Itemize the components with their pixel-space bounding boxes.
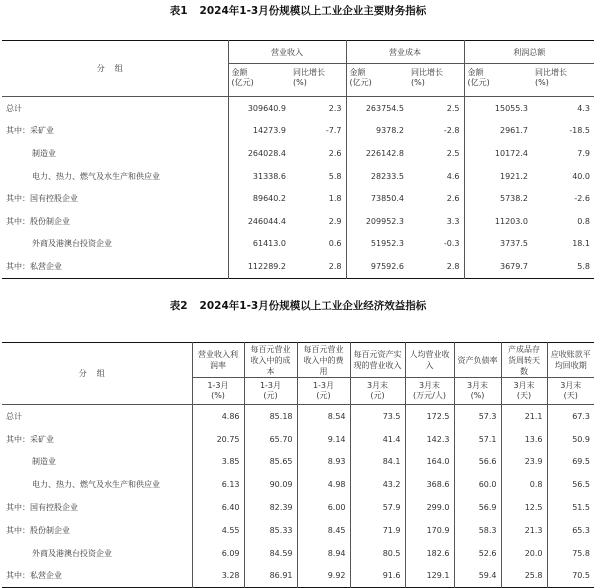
table-row xyxy=(2,565,594,588)
table1-group-header: 利润总额 xyxy=(464,41,594,64)
column-header: 营业收入利润率 xyxy=(192,343,244,378)
row-label-cell xyxy=(2,120,228,143)
unit-header: 1-3月 (元) xyxy=(244,378,297,405)
table-row xyxy=(2,255,594,278)
row-prefix: 其中： xyxy=(6,194,30,204)
row-label: 采矿业 xyxy=(30,126,54,136)
value-cell: 21.1 xyxy=(501,405,547,428)
row-label-cell xyxy=(2,210,228,233)
value-cell: 209952.3 xyxy=(346,210,408,233)
value-cell: -2.6 xyxy=(574,194,590,204)
value-cell: -2.8 xyxy=(443,126,460,136)
value-cell: 2961.7 xyxy=(464,120,532,143)
table1 xyxy=(2,40,594,279)
row-label: 股份制企业 xyxy=(30,216,70,226)
row-label-cell xyxy=(2,233,228,256)
row-prefix: 其中： xyxy=(6,126,30,136)
value-cell: 246044.4 xyxy=(228,210,290,233)
value-cell: 368.6 xyxy=(405,473,454,496)
row-label-cell xyxy=(2,187,228,210)
value-cell: 84.59 xyxy=(244,542,297,565)
value-cell: 170.9 xyxy=(405,519,454,542)
value-cell: 8.45 xyxy=(297,519,350,542)
value-cell: 6.00 xyxy=(297,496,350,519)
value-cell: 11203.0 xyxy=(464,210,532,233)
table2-title-text: 2024年1-3月份规模以上工业企业经济效益指标 xyxy=(199,300,427,312)
row-label-cell xyxy=(2,496,192,519)
value-cell: -0.3 xyxy=(443,239,460,249)
value-cell: 51.5 xyxy=(547,496,594,519)
value-cell: 71.9 xyxy=(350,519,405,542)
value-cell: 3.3 xyxy=(446,216,460,226)
value-cell: 8.54 xyxy=(297,405,350,428)
table2-title xyxy=(0,298,596,313)
value-cell: 20.75 xyxy=(192,428,244,451)
value-cell: 25.8 xyxy=(501,565,547,588)
table1-group-header: 营业成本 xyxy=(346,41,464,64)
value-cell: 309640.9 xyxy=(228,97,290,120)
value-cell: 4.86 xyxy=(192,405,244,428)
value-cell: 43.2 xyxy=(350,473,405,496)
value-cell: 1921.2 xyxy=(464,165,532,188)
table2-stub-header: 分组 xyxy=(2,343,192,405)
value-cell: 65.3 xyxy=(547,519,594,542)
row-label: 制造业 xyxy=(32,457,56,467)
row-label: 股份制企业 xyxy=(30,525,70,535)
value-cell: 65.70 xyxy=(244,428,297,451)
value-cell: 90.09 xyxy=(244,473,297,496)
value-cell: 5.8 xyxy=(328,171,342,181)
row-label: 总计 xyxy=(6,411,22,421)
value-cell: 2.8 xyxy=(328,261,342,271)
table1-title-prefix: 表1 xyxy=(169,5,188,17)
value-cell: 67.3 xyxy=(547,405,594,428)
value-cell: 3737.5 xyxy=(464,233,532,256)
amount-subheader: 金额 (亿元) xyxy=(346,64,408,97)
value-cell: 85.65 xyxy=(244,451,297,474)
table1-title xyxy=(0,3,596,18)
value-cell: 85.33 xyxy=(244,519,297,542)
unit-header: 3月末 (天) xyxy=(501,378,547,405)
row-label-cell xyxy=(2,473,192,496)
row-label-cell xyxy=(2,142,228,165)
table-row xyxy=(2,97,594,120)
value-cell: 51952.3 xyxy=(346,233,408,256)
value-cell: 8.93 xyxy=(297,451,350,474)
unit-header: 3月末 (元) xyxy=(350,378,405,405)
value-cell: 164.0 xyxy=(405,451,454,474)
value-cell: 129.1 xyxy=(405,565,454,588)
growth-subheader: 同比增长 (%) xyxy=(290,64,346,97)
value-cell: 9378.2 xyxy=(346,120,408,143)
value-cell: 57.1 xyxy=(454,428,501,451)
table-row xyxy=(2,165,594,188)
value-cell: 82.39 xyxy=(244,496,297,519)
row-label: 私营企业 xyxy=(30,571,62,581)
value-cell: 226142.8 xyxy=(346,142,408,165)
amount-subheader: 金额 (亿元) xyxy=(228,64,290,97)
table-row xyxy=(2,187,594,210)
value-cell: 299.0 xyxy=(405,496,454,519)
table-row xyxy=(2,142,594,165)
table2 xyxy=(2,342,594,588)
row-label-cell xyxy=(2,255,228,278)
value-cell: 12.5 xyxy=(501,496,547,519)
value-cell: 59.4 xyxy=(454,565,501,588)
row-label: 私营企业 xyxy=(30,261,62,271)
value-cell: 58.3 xyxy=(454,519,501,542)
unit-header: 3月末 (天) xyxy=(547,378,594,405)
value-cell: 91.6 xyxy=(350,565,405,588)
unit-header: 1-3月 (%) xyxy=(192,378,244,405)
value-cell: 73850.4 xyxy=(346,187,408,210)
value-cell: 18.1 xyxy=(572,239,590,249)
value-cell: 86.91 xyxy=(244,565,297,588)
value-cell: 4.3 xyxy=(577,103,590,113)
value-cell: 13.6 xyxy=(501,428,547,451)
value-cell: 15055.3 xyxy=(464,97,532,120)
value-cell: 23.9 xyxy=(501,451,547,474)
table-row xyxy=(2,210,594,233)
column-header: 每百元资产实现的营业收入 xyxy=(350,343,405,378)
table1-group-header: 营业收入 xyxy=(228,41,346,64)
value-cell: 70.5 xyxy=(547,565,594,588)
value-cell: 56.5 xyxy=(547,473,594,496)
unit-header: 3月末 (万元/人) xyxy=(405,378,454,405)
value-cell: 5.8 xyxy=(577,261,590,271)
column-header: 每百元营业收入中的费用 xyxy=(297,343,350,378)
value-cell: 85.18 xyxy=(244,405,297,428)
column-header: 资产负债率 xyxy=(454,343,501,378)
value-cell: 52.6 xyxy=(454,542,501,565)
value-cell: 264028.4 xyxy=(228,142,290,165)
table-row xyxy=(2,473,594,496)
row-label-cell xyxy=(2,428,192,451)
row-label-cell xyxy=(2,405,192,428)
row-label: 总计 xyxy=(6,103,22,113)
value-cell: 0.8 xyxy=(501,473,547,496)
value-cell: 60.0 xyxy=(454,473,501,496)
row-label-cell xyxy=(2,565,192,588)
table-row xyxy=(2,428,594,451)
value-cell: 2.5 xyxy=(446,103,460,113)
value-cell: 2.3 xyxy=(328,103,342,113)
value-cell: 56.9 xyxy=(454,496,501,519)
value-cell: 40.0 xyxy=(572,171,590,181)
value-cell: 3.28 xyxy=(192,565,244,588)
table1-stub-header: 分组 xyxy=(2,41,228,97)
row-label: 电力、热力、燃气及水生产和供应业 xyxy=(32,480,160,490)
value-cell: 89640.2 xyxy=(228,187,290,210)
value-cell: 112289.2 xyxy=(228,255,290,278)
value-cell: 14273.9 xyxy=(228,120,290,143)
value-cell: 10172.4 xyxy=(464,142,532,165)
value-cell: 84.1 xyxy=(350,451,405,474)
value-cell: 6.09 xyxy=(192,542,244,565)
table-row xyxy=(2,405,594,428)
value-cell: 73.5 xyxy=(350,405,405,428)
value-cell: -7.7 xyxy=(325,126,342,136)
value-cell: 2.5 xyxy=(446,148,460,158)
row-prefix: 其中： xyxy=(6,261,30,271)
row-label: 采矿业 xyxy=(30,434,54,444)
value-cell: 28233.5 xyxy=(346,165,408,188)
row-prefix: 其中： xyxy=(6,503,30,513)
value-cell: 7.9 xyxy=(577,148,590,158)
column-header: 产成品存货周转天数 xyxy=(501,343,547,378)
value-cell: 57.9 xyxy=(350,496,405,519)
value-cell: 20.0 xyxy=(501,542,547,565)
row-label-cell xyxy=(2,519,192,542)
row-label: 外商及港澳台投资企业 xyxy=(32,239,112,249)
value-cell: 75.8 xyxy=(547,542,594,565)
row-prefix: 其中： xyxy=(6,571,30,581)
value-cell: 69.5 xyxy=(547,451,594,474)
value-cell: 41.4 xyxy=(350,428,405,451)
value-cell: 57.3 xyxy=(454,405,501,428)
value-cell: 2.6 xyxy=(328,148,342,158)
amount-subheader: 金额 (亿元) xyxy=(464,64,532,97)
row-label-cell xyxy=(2,165,228,188)
table-row xyxy=(2,542,594,565)
unit-header: 3月末 (%) xyxy=(454,378,501,405)
value-cell: 3.85 xyxy=(192,451,244,474)
value-cell: 4.98 xyxy=(297,473,350,496)
value-cell: -18.5 xyxy=(569,126,590,136)
unit-header: 1-3月 (元) xyxy=(297,378,350,405)
table-row xyxy=(2,519,594,542)
value-cell: 97592.6 xyxy=(346,255,408,278)
value-cell: 6.13 xyxy=(192,473,244,496)
table1-title-text: 2024年1-3月份规模以上工业企业主要财务指标 xyxy=(199,5,427,17)
column-header: 每百元营业收入中的成本 xyxy=(244,343,297,378)
table-row xyxy=(2,120,594,143)
value-cell: 2.9 xyxy=(328,216,342,226)
value-cell: 6.40 xyxy=(192,496,244,519)
value-cell: 50.9 xyxy=(547,428,594,451)
table-row xyxy=(2,451,594,474)
growth-subheader: 同比增长 (%) xyxy=(532,64,594,97)
value-cell: 21.3 xyxy=(501,519,547,542)
row-label: 电力、热力、燃气及水生产和供应业 xyxy=(32,171,160,181)
column-header: 应收账款平均回收期 xyxy=(547,343,594,378)
value-cell: 3679.7 xyxy=(464,255,532,278)
value-cell: 9.92 xyxy=(297,565,350,588)
row-prefix: 其中： xyxy=(6,216,30,226)
growth-subheader: 同比增长 (%) xyxy=(408,64,464,97)
row-label: 国有控股企业 xyxy=(30,503,78,513)
row-label: 国有控股企业 xyxy=(30,194,78,204)
value-cell: 172.5 xyxy=(405,405,454,428)
value-cell: 2.6 xyxy=(446,194,460,204)
value-cell: 9.14 xyxy=(297,428,350,451)
value-cell: 0.8 xyxy=(577,216,590,226)
value-cell: 31338.6 xyxy=(228,165,290,188)
row-label: 外商及港澳台投资企业 xyxy=(32,548,112,558)
row-label: 制造业 xyxy=(32,148,56,158)
value-cell: 0.6 xyxy=(328,239,342,249)
column-header: 人均营业收入 xyxy=(405,343,454,378)
row-prefix: 其中： xyxy=(6,434,30,444)
value-cell: 56.6 xyxy=(454,451,501,474)
value-cell: 182.6 xyxy=(405,542,454,565)
value-cell: 8.94 xyxy=(297,542,350,565)
table2-title-prefix: 表2 xyxy=(169,300,188,312)
value-cell: 142.3 xyxy=(405,428,454,451)
row-label-cell xyxy=(2,97,228,120)
value-cell: 4.6 xyxy=(446,171,460,181)
row-label-cell xyxy=(2,451,192,474)
value-cell: 1.8 xyxy=(328,194,342,204)
row-prefix: 其中： xyxy=(6,525,30,535)
value-cell: 61413.0 xyxy=(228,233,290,256)
value-cell: 80.5 xyxy=(350,542,405,565)
table-row xyxy=(2,233,594,256)
value-cell: 263754.5 xyxy=(346,97,408,120)
value-cell: 5738.2 xyxy=(464,187,532,210)
row-label-cell xyxy=(2,542,192,565)
value-cell: 4.55 xyxy=(192,519,244,542)
table-row xyxy=(2,496,594,519)
value-cell: 2.8 xyxy=(446,261,460,271)
